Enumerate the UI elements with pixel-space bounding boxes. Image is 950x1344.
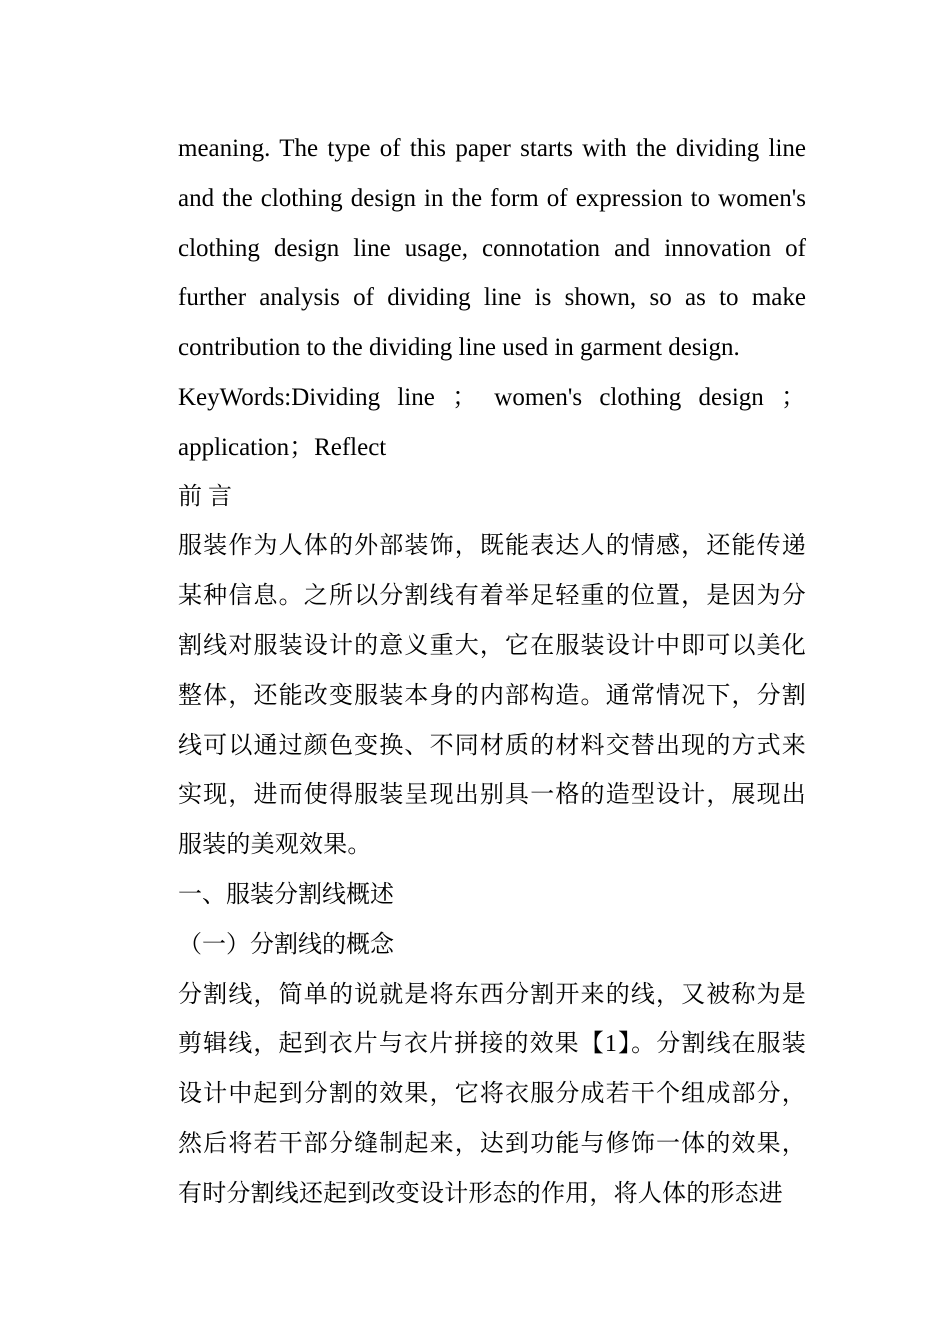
section-heading: 一、服装分割线概述	[178, 881, 394, 908]
keywords-line-1: KeyWords:Dividing line ； women's clothing design ；	[178, 383, 806, 411]
keywords	[178, 373, 806, 473]
keywords-line-2: application；Reflect	[178, 433, 387, 461]
body-text	[178, 124, 806, 1220]
subsection-paragraph: 分割线，简单的说就是将东西分割开来的线，又被称为是剪辑线，起到衣片与衣片拼接的效果【1】。分割线在服装设计中起到分割的效果，它将衣服分成若干个组成部分，然后将若干部分缝制起来，达到功能与修饰一体的效果，有时分割线还起到改变设计形态的作用，将人体的形态进	[178, 981, 806, 1207]
preface-heading: 前 言	[178, 483, 232, 510]
preface-paragraph: 服装作为人体的外部装饰，既能表达人的情感，还能传递某种信息。之所以分割线有着举足轻重的位置，是因为分割线对服装设计的意义重大，它在服装设计中即可以美化整体，还能改变服装本身的内部构造。通常情况下，分割线可以通过颜色变换、不同材质的材料交替出现的方式来实现，进而使得服装呈现出别具一格的造型设计，展现出服装的美观效果。	[178, 533, 806, 859]
subsection-heading: （一）分割线的概念	[178, 931, 394, 958]
abstract-paragraph: meaning. The type of this paper starts with the dividing line and the clothing design in the form of expression to women's clothing design line usage, connotation and innovation of further analysis of dividing line is shown, so as to make contribution to the dividing line used in garment design.	[178, 135, 806, 362]
